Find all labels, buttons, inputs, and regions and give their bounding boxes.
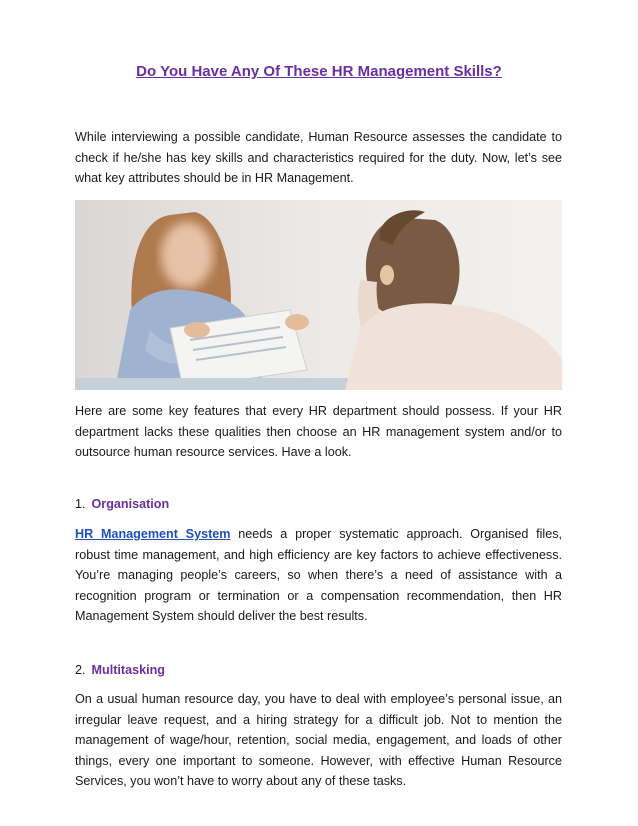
multitasking-paragraph: On a usual human resource day, you have to deal with employee’s personal issue, an irregular leave request, and a hiring strategy for a difficult job. Not to mention the management of wage/hour, retention, social media, engagement, and loads of other things, every one important to someone. However, with effective Human Resource Services, you won’t have to worry about any of these tasks.: [75, 692, 562, 788]
organisation-body: needs a proper systematic approach. Organised files, robust time management, and high efficiency are key factors to achieve effectiveness. You’re managing people’s careers, so when there’s a need of assistance with a recognition program or termination or a compensation recommendation, then HR Management System should deliver the best results.: [75, 527, 562, 623]
section-heading-text: Organisation: [91, 497, 170, 511]
organisation-paragraph: [75, 524, 562, 627]
section-heading-text: Multitasking: [91, 663, 165, 677]
intro-paragraph: While interviewing a possible candidate, Human Resource assesses the candidate to check if he/she has key skills and characteristics required for the duty. Now, let’s see what key attributes should be in HR Management.: [75, 130, 562, 185]
section-number: 2.: [75, 663, 86, 677]
hr-management-system-link[interactable]: HR Management System: [75, 527, 231, 541]
section-heading-organisation: [75, 497, 169, 511]
features-paragraph: Here are some key features that every HR department should possess. If your HR department lacks these qualities then choose an HR management system and/or to outsource human resource services. Have a look.: [75, 404, 562, 459]
page-title: Do You Have Any Of These HR Management Skills?: [136, 63, 502, 80]
section-number: 1.: [75, 497, 86, 511]
interview-photo: [75, 200, 562, 390]
section-heading-multitasking: [75, 663, 165, 677]
